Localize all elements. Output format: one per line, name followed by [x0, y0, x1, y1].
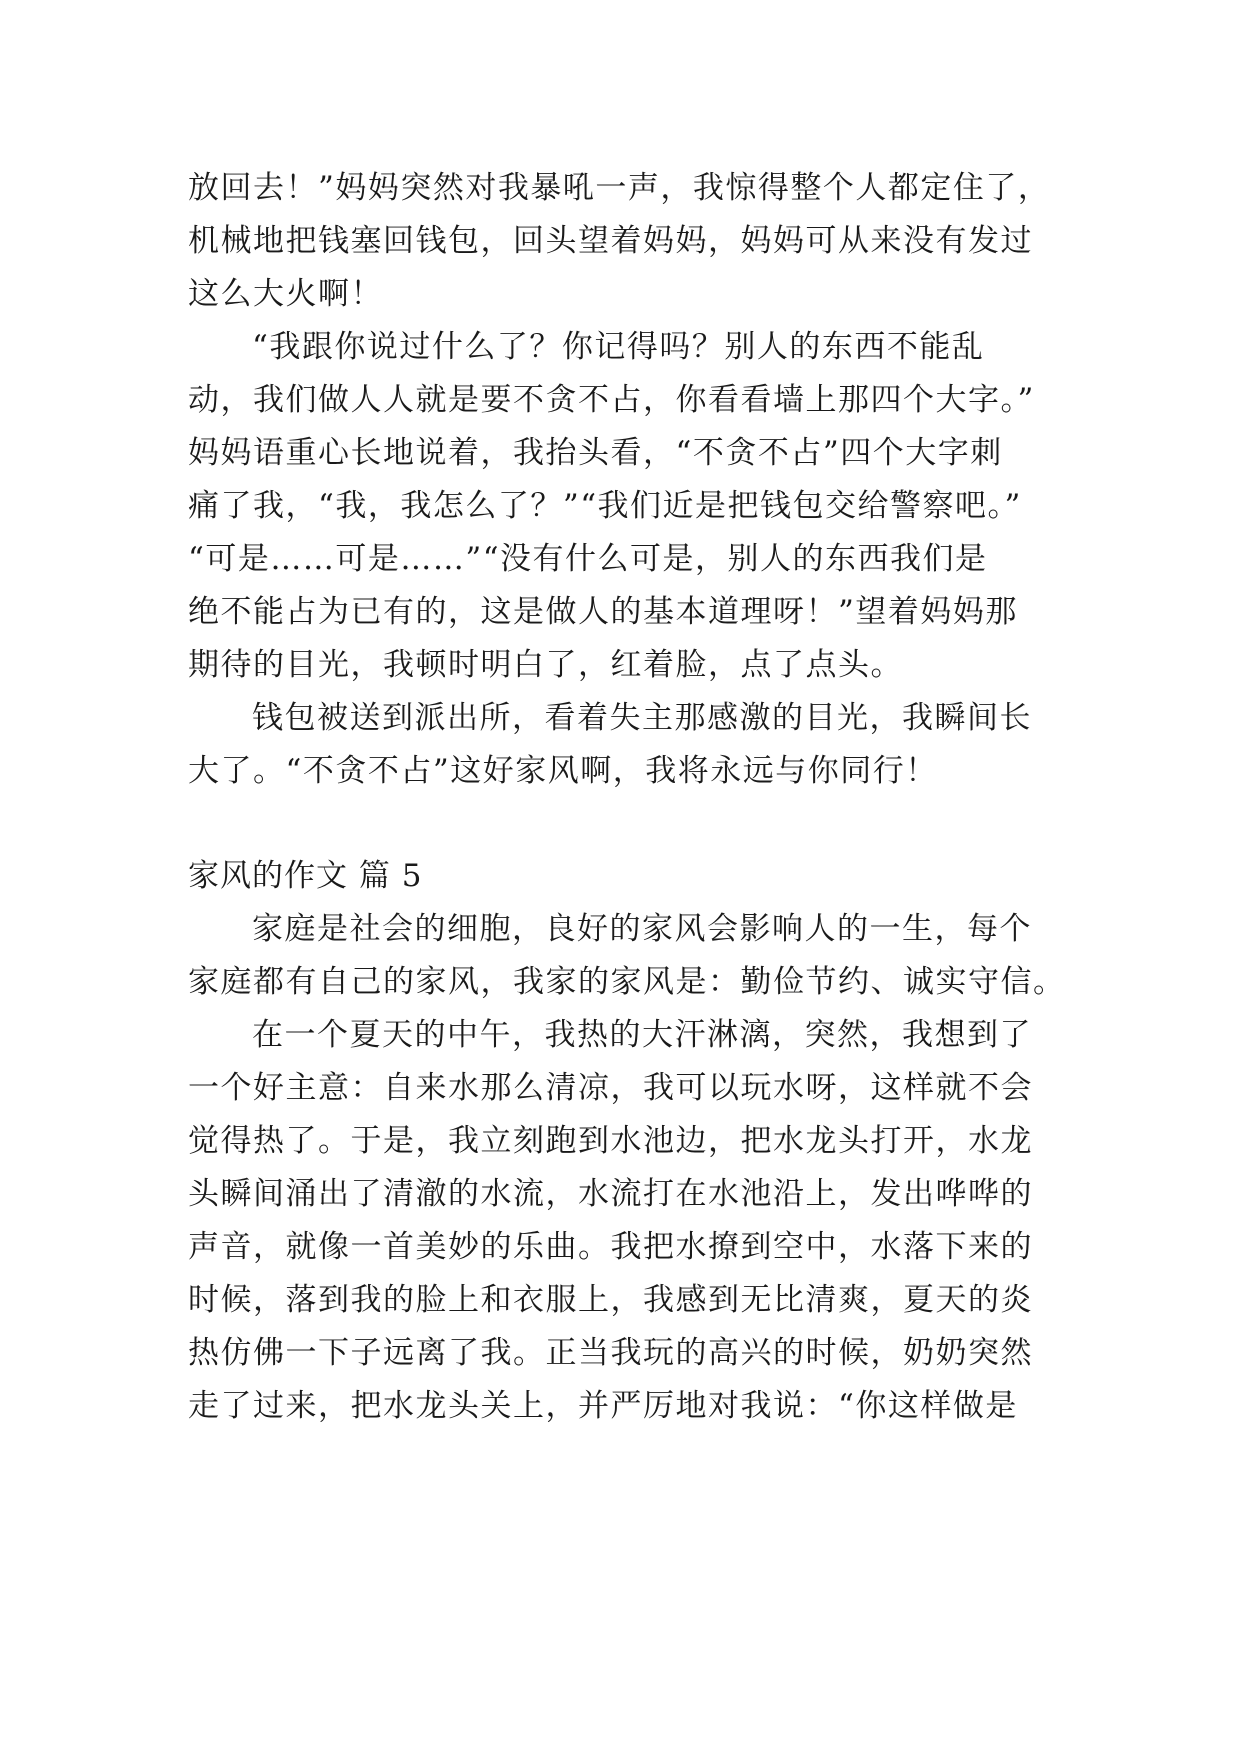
text-line: “可是……可是……”“没有什么可是，别人的东西我们是	[188, 541, 988, 577]
paragraph-5	[188, 1009, 1068, 1433]
text-line: 家庭都有自己的家风，我家的家风是：勤俭节约、诚实守信。	[188, 964, 1066, 1000]
document-body	[188, 162, 1068, 1433]
text-line: 痛了我，“我，我怎么了？”“我们近是把钱包交给警察吧。”	[188, 488, 1022, 524]
text-line: 热仿佛一下子远离了我。正当我玩的高兴的时候，奶奶突然	[188, 1335, 1033, 1371]
text-line: 时候，落到我的脸上和衣服上，我感到无比清爽，夏天的炎	[188, 1282, 1033, 1318]
text-line: 在一个夏天的中午，我热的大汗淋漓，突然，我想到了	[252, 1017, 1032, 1053]
text-line: 绝不能占为已有的，这是做人的基本道理呀！”望着妈妈那	[188, 594, 1018, 630]
text-line: 走了过来，把水龙头关上，并严厉地对我说：“你这样做是	[188, 1388, 1018, 1424]
paragraph-2	[188, 321, 1068, 692]
text-line: 家庭是社会的细胞，良好的家风会影响人的一生，每个	[252, 911, 1032, 947]
text-line: 声音，就像一首美妙的乐曲。我把水撩到空中，水落下来的	[188, 1229, 1033, 1265]
text-line: 大了。“不贪不占”这好家风啊，我将永远与你同行！	[188, 753, 938, 789]
text-line: 动，我们做人人就是要不贪不占，你看看墙上那四个大字。”	[188, 382, 1035, 418]
text-line: 钱包被送到派出所，看着失主那感激的目光，我瞬间长	[252, 700, 1032, 736]
paragraph-4	[188, 903, 1068, 1009]
text-line: 期待的目光，我顿时明白了，红着脸，点了点头。	[188, 647, 903, 683]
text-line: 觉得热了。于是，我立刻跑到水池边，把水龙头打开，水龙	[188, 1123, 1033, 1159]
text-line: 这么大火啊！	[188, 276, 383, 312]
section-spacer	[188, 798, 1068, 850]
text-line: 放回去！”妈妈突然对我暴吼一声，我惊得整个人都定住了，	[188, 170, 1051, 206]
text-line: 机械地把钱塞回钱包，回头望着妈妈，妈妈可从来没有发过	[188, 223, 1033, 259]
text-line: 一个好主意：自来水那么清凉，我可以玩水呀，这样就不会	[188, 1070, 1033, 1106]
text-line: 头瞬间涌出了清澈的水流，水流打在水池沿上，发出哗哗的	[188, 1176, 1033, 1212]
text-line: 妈妈语重心长地说着，我抬头看，“不贪不占”四个大字刺	[188, 435, 1003, 471]
section-title: 家风的作文 篇 5	[188, 858, 423, 894]
paragraph-3	[188, 692, 1068, 798]
paragraph-1	[188, 162, 1068, 321]
text-line: “我跟你说过什么了？你记得吗？别人的东西不能乱	[252, 329, 985, 365]
